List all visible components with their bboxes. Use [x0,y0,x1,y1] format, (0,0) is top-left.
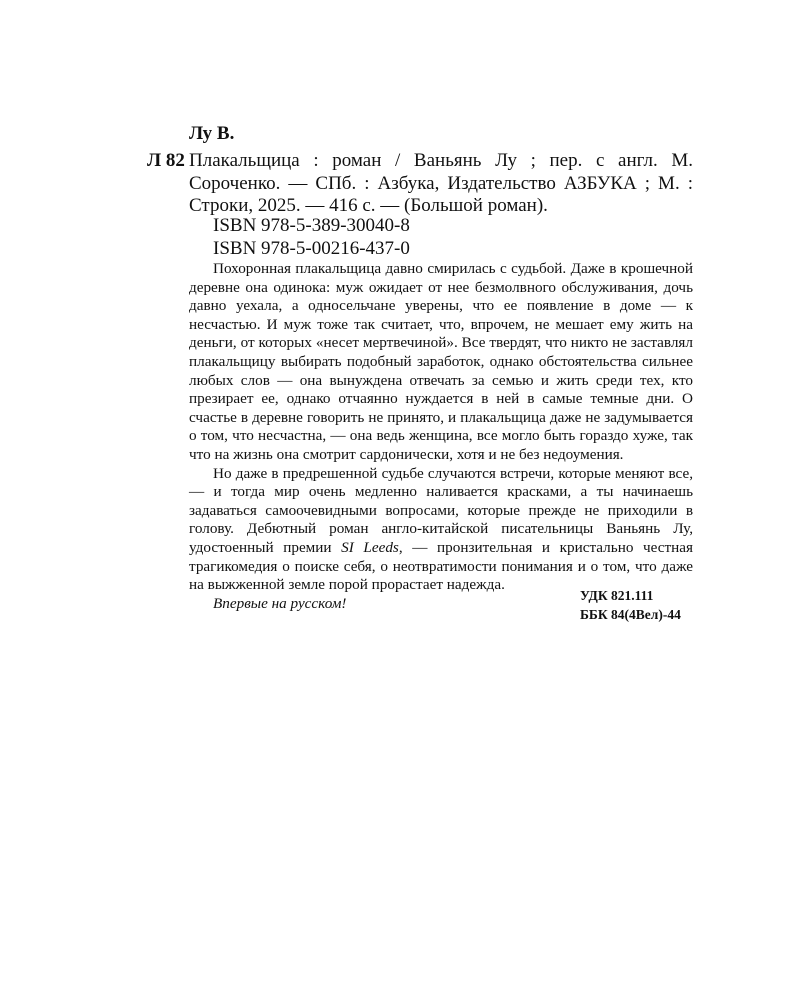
bibliographic-description [189,150,693,218]
isbn-line: ISBN 978-5-389-30040-8 [213,215,410,236]
annotation-paragraph-2-text-end: , — пронзительная и кристально честная трагикомедия о поиске себя, о неотвратимости понимания и о том, что даже на выжженной земле порой прорастает надежда. [189,538,693,594]
bbk-code: ББК 84(4Вел)-44 [580,607,681,622]
author-heading: Лу В. [189,123,235,144]
classification-codes [580,586,681,624]
udk-code: УДК 821.111 [580,588,654,603]
annotation-paragraph-2-text: Но даже в предрешенной судьбе случаются встречи, которые меняют все, — и тогда мир очень медленно наливается красками, а ты начинаешь задаваться самоочевидными вопросами, которые прежде не приходили в голову. Дебютный роман англо-китайской писательницы Ваньянь Лу, удостоенный премии [189,464,693,556]
isbn-line: ISBN 978-5-00216-437-0 [213,238,410,259]
annotation-paragraph-1: Похоронная плакальщица давно смирилась с судьбой. Даже в крошечной деревне она одинока: муж ожидает от нее безмолвного обслуживания, дочь давно уехала, а односельчане уверены, что ее появление в доме — к несчастью. И муж тоже так считает, что, впрочем, не мешает ему жить на деньги, от которых «несет мертвечиной». Все твердят, что никто не заставлял плакальщицу выбирать подобный заработок, однако обстоятельства сильнее любых слов — она вынуждена отвечать за семью и жить среди тех, кто презирает ее, однако отчаянно нуждается в ней в самые темные дни. О счастье в деревне говорить не принято, и плакальщица даже не задумывается о том, что несчастна, — она ведь женщина, все могло быть гораздо хуже, так что на жизнь она смотрит сардонически, хотя и не без недоумения. [189,260,693,463]
shelf-code: Л 82 [147,150,185,171]
bibliographic-description-text: Плакальщица : роман / Ваньянь Лу ; пер. с англ. М. Сороченко. — СПб. : Азбука, Издательство АЗБУКА ; М. : Строки, 2025. — 416 с. — (Большой роман). [189,150,693,217]
first-in-russian-note: Впервые на русском! [213,594,347,612]
annotation [189,260,693,613]
prize-name: SI Leeds [341,538,399,556]
annotation-paragraph-2 [189,465,693,595]
